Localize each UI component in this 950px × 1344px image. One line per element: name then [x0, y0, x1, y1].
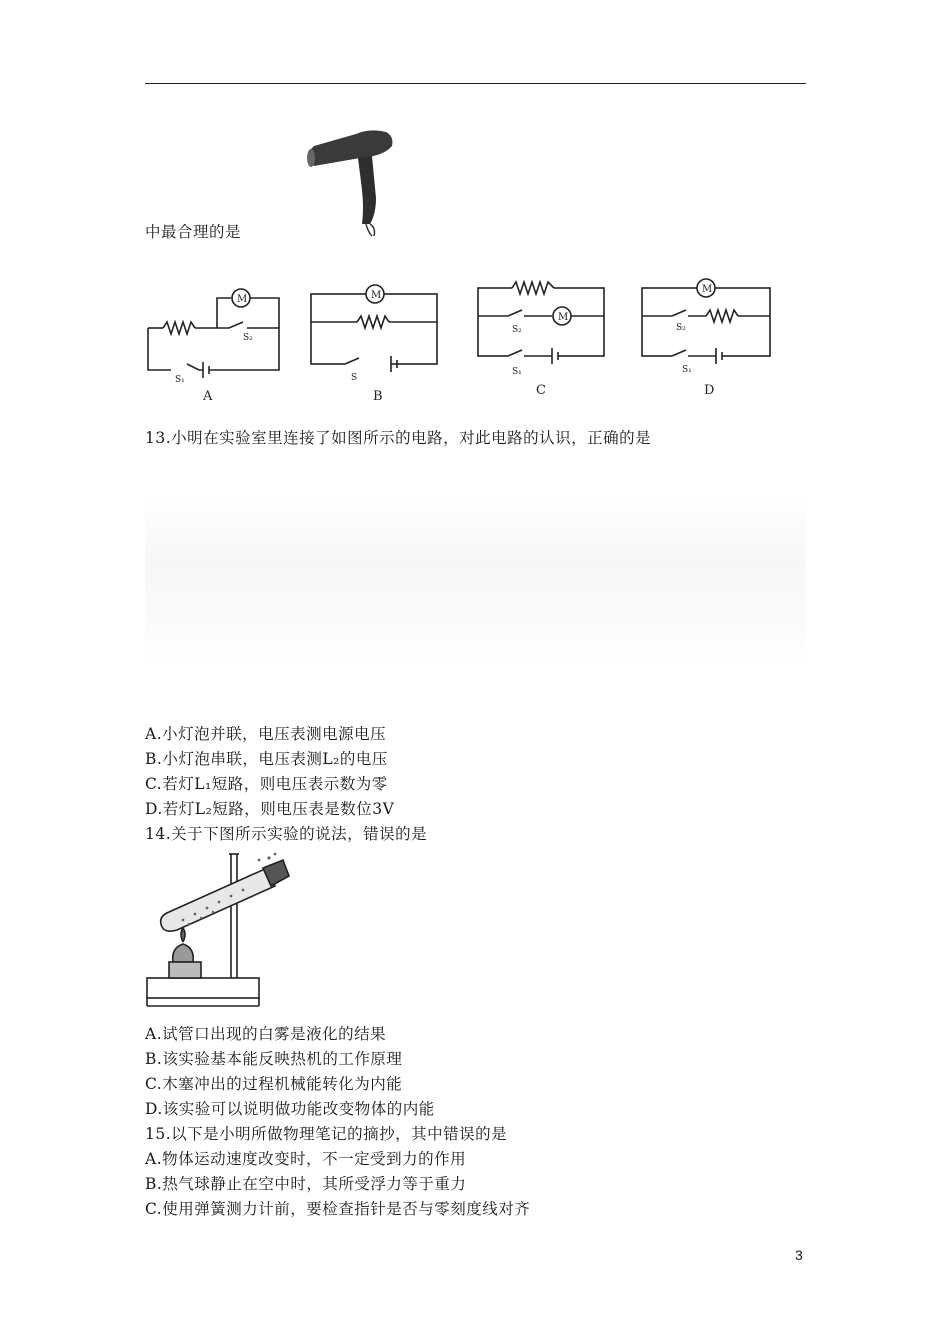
q13-faded-figure: [145, 495, 806, 665]
switch-label: S₂: [243, 333, 253, 343]
q12-tail-text: 中最合理的是: [145, 223, 242, 241]
q13-option-c: C.若灯L₁短路，则电压表示数为零: [145, 775, 388, 793]
switch-label: S: [351, 373, 358, 383]
option-label-b: B: [373, 389, 383, 404]
q13-option-d: D.若灯L₂短路，则电压表是数位3V: [145, 800, 395, 818]
switch-label: S₁: [175, 375, 185, 385]
q15-option-a: A.物体运动速度改变时，不一定受到力的作用: [145, 1150, 467, 1168]
q14-option-d: D.该实验可以说明做功能改变物体的内能: [145, 1100, 435, 1118]
q14-option-a: A.试管口出现的白雾是液化的结果: [145, 1025, 387, 1043]
q14-option-c: C.木塞冲出的过程机械能转化为内能: [145, 1075, 403, 1093]
header-rule: [145, 83, 806, 84]
q15-stem: 15.以下是小明所做物理笔记的摘抄，其中错误的是: [145, 1125, 508, 1143]
page-number: 3: [795, 1247, 803, 1263]
hair-dryer-figure: [300, 128, 400, 238]
motor-symbol: M: [702, 284, 713, 295]
circuit-a: [143, 280, 283, 405]
option-label-d: D: [704, 383, 715, 398]
motor-symbol: M: [558, 312, 569, 323]
q14-option-b: B.该实验基本能反映热机的工作原理: [145, 1050, 403, 1068]
circuit-b: [305, 280, 445, 405]
q14-stem: 14.关于下图所示实验的说法，错误的是: [145, 825, 428, 843]
test-tube-apparatus-figure: [143, 850, 298, 1020]
q13-option-b: B.小灯泡串联，电压表测L₂的电压: [145, 750, 388, 768]
q15-option-c: C.使用弹簧测力计前，要检查指针是否与零刻度线对齐: [145, 1200, 531, 1218]
switch-label: S₁: [682, 365, 692, 375]
q15-option-b: B.热气球静止在空中时，其所受浮力等于重力: [145, 1175, 467, 1193]
option-label-a: A: [203, 389, 213, 404]
switch-label: S₁: [512, 367, 522, 377]
q13-stem: 13.小明在实验室里连接了如图所示的电路，对此电路的认识，正确的是: [145, 429, 652, 447]
circuit-c: [472, 272, 612, 402]
option-label-c: C: [536, 383, 546, 398]
motor-symbol: M: [371, 290, 382, 301]
motor-symbol: M: [237, 294, 248, 305]
circuit-d: [636, 272, 776, 402]
switch-label: S₂: [512, 325, 522, 335]
switch-label: S₂: [676, 323, 686, 333]
q13-option-a: A.小灯泡并联，电压表测电源电压: [145, 725, 387, 743]
